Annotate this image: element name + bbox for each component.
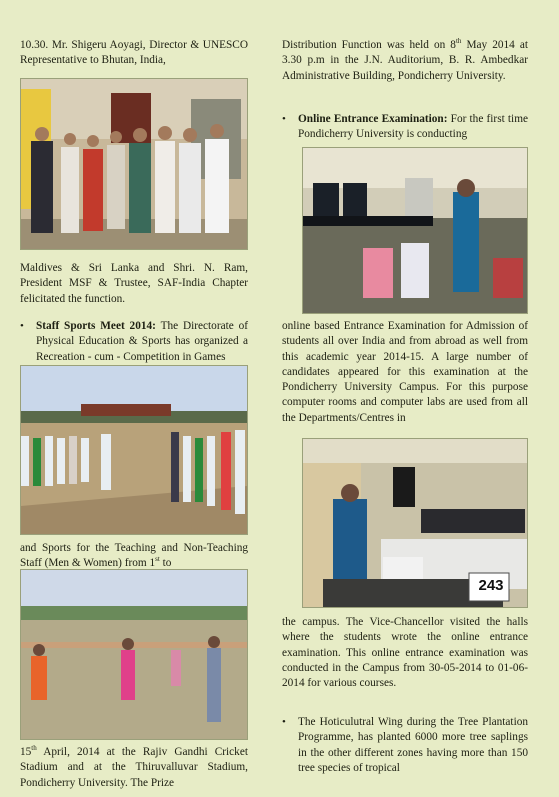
staff-sports-item: [20, 319, 248, 365]
photo-exam-hall: [302, 438, 528, 608]
bullet-marker: •: [20, 320, 24, 332]
left-paragraph-4: 15th April, 2014 at the Rajiv Gandhi Cricket Stadium and at the Thiruvalluvar Stadium, Pondicherry University. The Prize: [20, 744, 248, 789]
online-exam-title: Online Entrance Examination:: [298, 113, 448, 125]
right-paragraph-3: the campus. The Vice-Chancellor visited the halls where the students wrote the online entrance examination. This online entrance examination was conducted in the Campus from 30-05-2014 to 01-06-2014 for various courses.: [282, 616, 528, 690]
right-paragraph-2: online based Entrance Examination for Admission of students all over India and from abroad as well from this academic year 2014-15. A large number of candidates appeared for this examination at the Pondicherry University Campus. For this purpose computer rooms and computer labs are used from all the Departments/Centres in: [282, 320, 528, 424]
photo-sports-lineup: [20, 365, 248, 535]
room-number-sign: 243: [478, 577, 504, 594]
left-paragraph-2: Maldives & Sri Lanka and Shri. N. Ram, President MSF & Trustee, SAF-India Chapter felicitated the function.: [20, 262, 248, 305]
photo-computer-lab: [302, 147, 528, 314]
bullet-marker: •: [282, 716, 286, 728]
photo-felicitation-ceremony: [20, 78, 248, 250]
bullet-marker: •: [282, 113, 286, 125]
photo-womens-race: [20, 569, 248, 740]
left-paragraph-1: 10.30. Mr. Shigeru Aoyagi, Director & UNESCO Representative to Bhutan, India,: [20, 39, 248, 67]
horticultural-item: [282, 715, 528, 776]
horticultural-body: The Hoticulutral Wing during the Tree Plantation Programme, has planted 6000 more tree saplings in the other different zones having more than 150 tree species of tropical: [298, 716, 528, 774]
left-paragraph-3: and Sports for the Teaching and Non-Teaching Staff (Men & Women) from 1st to: [20, 542, 248, 570]
staff-sports-body: The Directorate of Physical Education & Sports has organized a Recreation - cum - Competition in Games: [36, 320, 249, 363]
staff-sports-title: Staff Sports Meet 2014:: [36, 320, 156, 332]
online-exam-body: For the first time Pondicherry University is conducting: [298, 113, 528, 141]
online-exam-item: [282, 112, 528, 143]
right-paragraph-1: Distribution Function was held on 8th May 2014 at 3.30 p.m in the J.N. Auditorium, B. R. Ambedkar Administrative Building, Pondicherry University.: [282, 37, 528, 82]
